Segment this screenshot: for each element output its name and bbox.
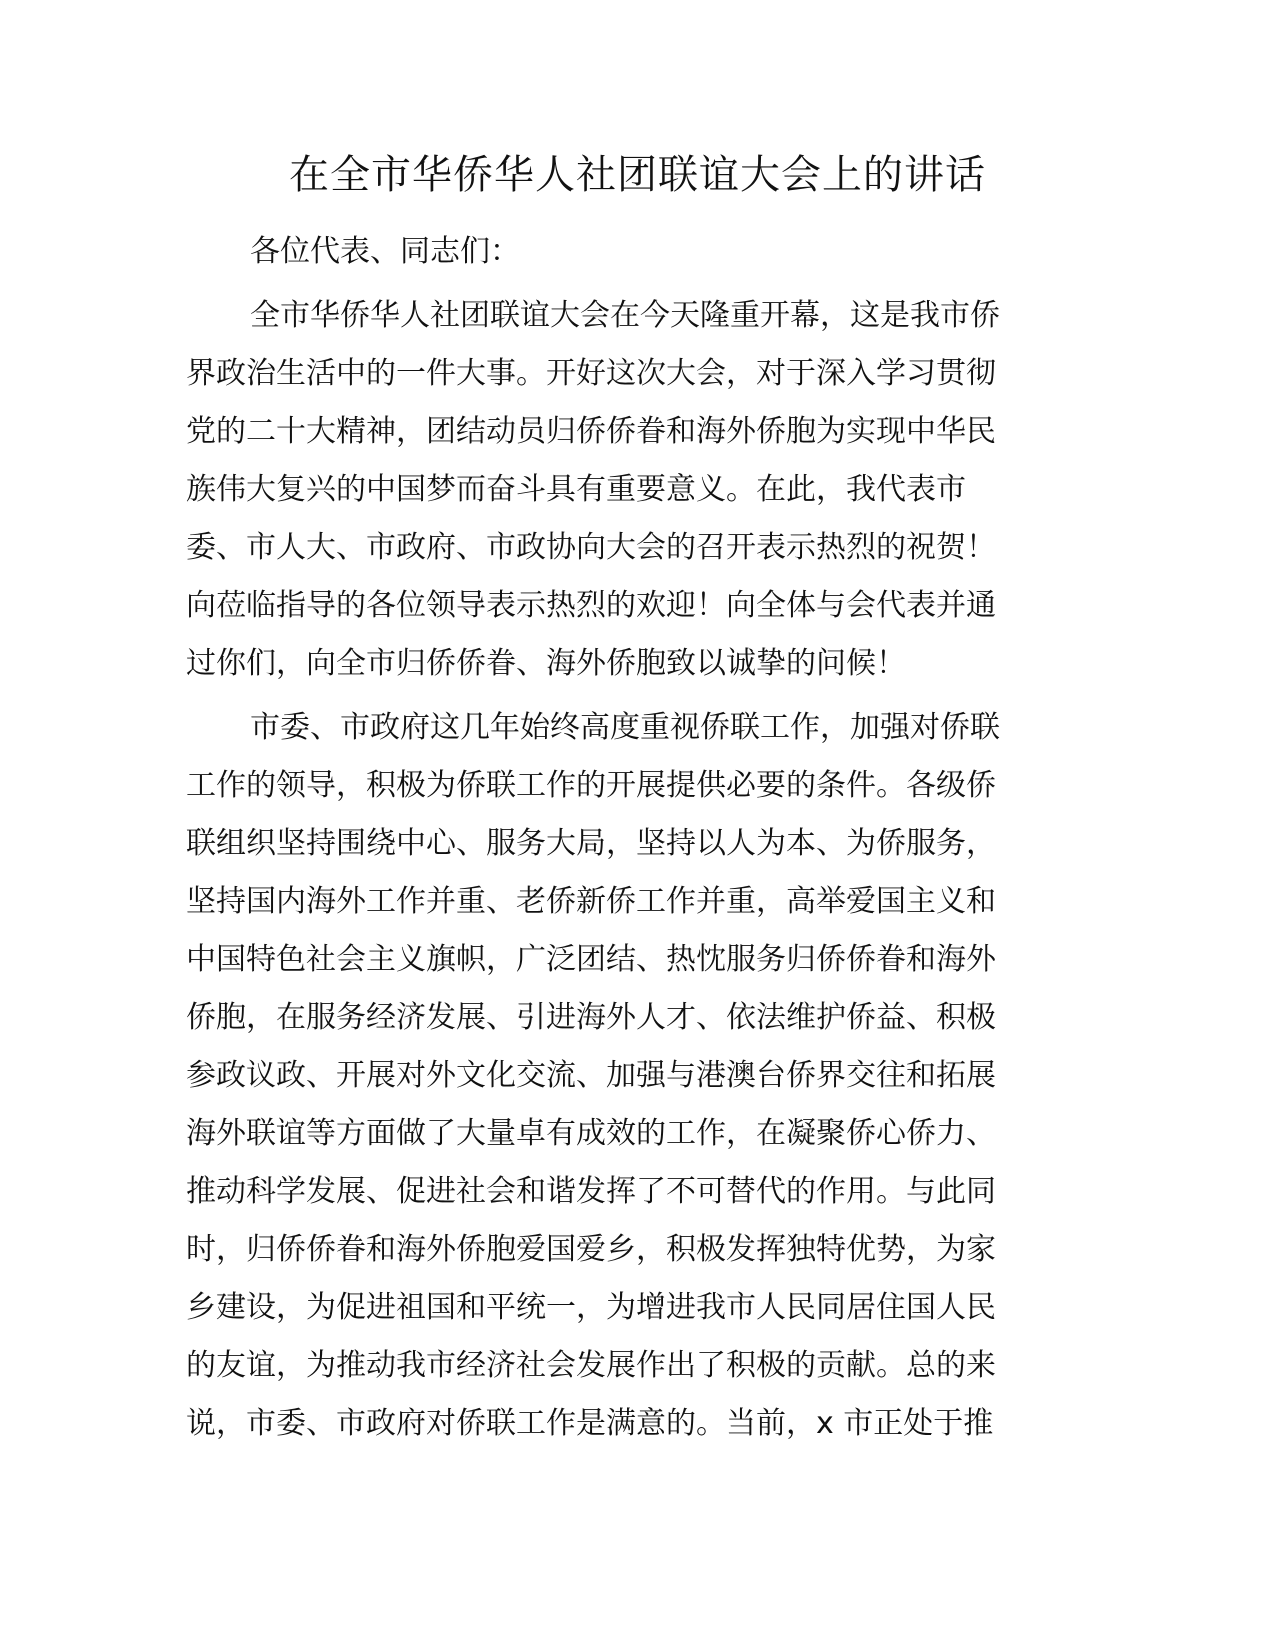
paragraph-2-line: 坚持国内海外工作并重、老侨新侨工作并重，高举爱国主义和	[186, 884, 996, 919]
paragraph-2-line: 侨胞，在服务经济发展、引进海外人才、依法维护侨益、积极	[186, 1000, 996, 1035]
paragraph-1-line: 族伟大复兴的中国梦而奋斗具有重要意义。在此，我代表市	[186, 472, 966, 507]
paragraph-2-line: 中国特色社会主义旗帜，广泛团结、热忱服务归侨侨眷和海外	[186, 942, 996, 977]
paragraph-2-line: 联组织坚持围绕中心、服务大局，坚持以人为本、为侨服务，	[186, 826, 996, 861]
paragraph-2-line: 推动科学发展、促进社会和谐发挥了不可替代的作用。与此同	[186, 1174, 996, 1209]
document-body	[186, 223, 1086, 1453]
paragraph-2-line: 的友谊，为推动我市经济社会发展作出了积极的贡献。总的来	[186, 1348, 996, 1383]
paragraph-2-line: 海外联谊等方面做了大量卓有成效的工作，在凝聚侨心侨力、	[186, 1116, 996, 1151]
paragraph-2-line: 时，归侨侨眷和海外侨胞爱国爱乡，积极发挥独特优势，为家	[186, 1232, 996, 1267]
paragraph-2-line: 工作的领导，积极为侨联工作的开展提供必要的条件。各级侨	[186, 768, 996, 803]
paragraph-1-line: 全市华侨华人社团联谊大会在今天隆重开幕，这是我市侨	[250, 298, 1000, 333]
paragraph-2-line: 市委、市政府这几年始终高度重视侨联工作，加强对侨联	[250, 710, 1000, 745]
paragraph-2-line: 参政议政、开展对外文化交流、加强与港澳台侨界交往和拓展	[186, 1058, 996, 1093]
paragraph-1-line: 向莅临指导的各位领导表示热烈的欢迎！向全体与会代表并通	[186, 588, 996, 623]
paragraph-1-line: 界政治生活中的一件大事。开好这次大会，对于深入学习贯彻	[186, 356, 996, 391]
salutation: 各位代表、同志们：	[250, 234, 520, 269]
paragraph-1-line: 过你们，向全市归侨侨眷、海外侨胞致以诚挚的问候！	[186, 646, 906, 681]
paragraph-2-line: 乡建设，为促进祖国和平统一，为增进我市人民同居住国人民	[186, 1290, 996, 1325]
paragraph-1-line: 委、市人大、市政府、市政协向大会的召开表示热烈的祝贺！	[186, 530, 996, 565]
paragraph-1-line: 党的二十大精神，团结动员归侨侨眷和海外侨胞为实现中华民	[186, 414, 996, 449]
paragraph-2-line: 说，市委、市政府对侨联工作是满意的。当前，x 市正处于推	[186, 1406, 994, 1441]
document-title: 在全市华侨华人社团联谊大会上的讲话	[289, 152, 986, 198]
